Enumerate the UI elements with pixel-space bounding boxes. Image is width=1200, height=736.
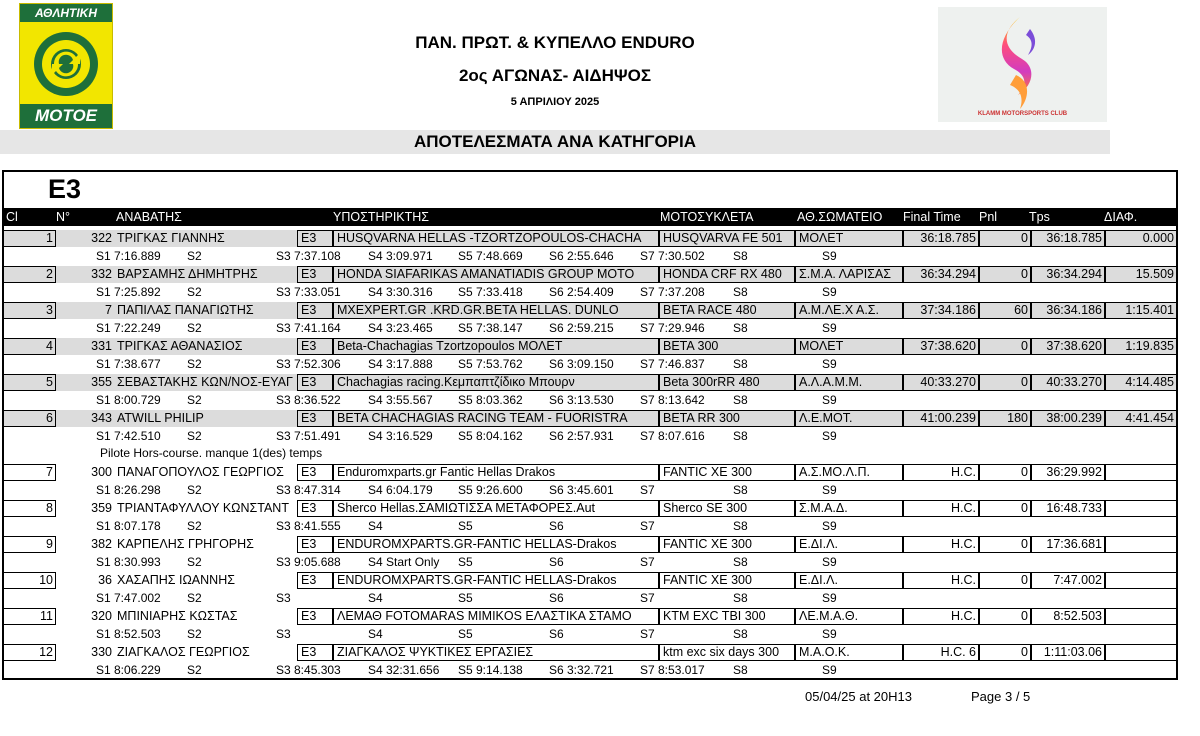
col-header-diff: ΔΙΑΦ. xyxy=(1104,210,1138,224)
cell-tps: 17:36.681 xyxy=(1031,536,1105,553)
split-time: S6 3:45.601 xyxy=(549,483,614,497)
cell-penalty: 60 xyxy=(979,302,1031,319)
cell-bike: Beta 300rRR 480 xyxy=(659,374,795,391)
cell-club: Σ.Μ.Α. ΛΑΡΙΣΑΣ xyxy=(795,266,903,283)
cell-class: 1 xyxy=(3,230,56,247)
split-time: S8 xyxy=(733,357,748,371)
split-time: S3 8:47.314 xyxy=(276,483,341,497)
split-times-row xyxy=(3,248,1177,266)
cell-final-time: 37:38.620 xyxy=(903,338,979,355)
split-times-row xyxy=(3,518,1177,536)
cell-class: 11 xyxy=(3,608,56,625)
cell-final-time: H.C. xyxy=(903,500,979,517)
cell-rider: ΧΑΣΑΠΗΣ ΙΩΑΝΝΗΣ xyxy=(117,573,235,587)
split-time: S8 xyxy=(733,393,748,407)
split-times-row xyxy=(3,662,1177,680)
split-time: S3 8:41.555 xyxy=(276,519,341,533)
split-time: S8 xyxy=(733,663,748,677)
split-time: S7 7:29.946 xyxy=(640,321,705,335)
split-time: S7 xyxy=(640,555,655,569)
col-header-penalty: Pnl xyxy=(979,210,998,224)
cell-number: 330 xyxy=(91,645,112,659)
col-header-tps: Tps xyxy=(1029,210,1050,224)
split-time: S3 7:41.164 xyxy=(276,321,341,335)
split-time: S2 xyxy=(187,519,202,533)
cell-penalty: 0 xyxy=(979,338,1031,355)
col-header-cl: Cl xyxy=(6,210,18,224)
event-title: ΠΑΝ. ΠΡΩΤ. & ΚΥΠΕΛΛΟ ENDURO xyxy=(415,33,695,52)
cell-number: 322 xyxy=(91,231,112,245)
split-time: S3 7:37.108 xyxy=(276,249,341,263)
split-time: S2 xyxy=(187,627,202,641)
cell-number: 36 xyxy=(98,573,112,587)
split-times-row xyxy=(3,554,1177,572)
split-time: S9 xyxy=(822,663,837,677)
split-time: S7 7:30.502 xyxy=(640,249,705,263)
cell-sponsor: BETA CHACHAGIAS RACING TEAM - FUORISTRA xyxy=(333,410,659,427)
cell-bike: HUSQVARVA FE 501 xyxy=(659,230,795,247)
cell-penalty: 0 xyxy=(979,572,1031,589)
cell-class: 9 xyxy=(3,536,56,553)
cell-class: 6 xyxy=(3,410,56,427)
cell-bike: FANTIC XE 300 xyxy=(659,536,795,553)
section-banner xyxy=(0,130,1110,154)
split-time: S4 3:09.971 xyxy=(368,249,433,263)
split-time: S7 8:53.017 xyxy=(640,663,705,677)
split-time: S5 xyxy=(458,627,473,641)
split-time: S6 2:59.215 xyxy=(549,321,614,335)
split-time: S9 xyxy=(822,519,837,533)
cell-diff xyxy=(1105,572,1177,589)
col-header-no: N° xyxy=(56,210,71,224)
cell-penalty: 0 xyxy=(979,500,1031,517)
cell-category: E3 xyxy=(297,374,333,391)
cell-class: 10 xyxy=(3,572,56,589)
col-header-rider: ΑΝΑΒΑΤΗΣ xyxy=(116,210,182,224)
split-time: S1 7:25.892 xyxy=(96,285,161,299)
cell-category: E3 xyxy=(297,572,333,589)
cell-rider: ΤΡΙΑΝΤΑΦΥΛΛΟΥ ΚΩΝΣΤΑΝΤ xyxy=(117,501,289,515)
split-time: S5 xyxy=(458,591,473,605)
cell-sponsor: ΛΕΜΑΘ FOTOMARAS MIMIKOS ΕΛΑΣΤΙΚΑ ΣΤΑΜΟ xyxy=(333,608,659,625)
split-time: S2 xyxy=(187,321,202,335)
cell-number: 355 xyxy=(91,375,112,389)
cell-sponsor: HUSQVARNA HELLAS -TZORTZOPOULOS-CHACHA xyxy=(333,230,659,247)
cell-tps: 36:34.186 xyxy=(1031,302,1105,319)
split-time: S8 xyxy=(733,429,748,443)
cell-sponsor: ENDUROMXPARTS.GR-FANTIC HELLAS-Drakos xyxy=(333,572,659,589)
club-logo-caption: KLAMM MOTORSPORTS CLUB xyxy=(977,111,1068,117)
cell-penalty: 0 xyxy=(979,266,1031,283)
cell-penalty: 0 xyxy=(979,608,1031,625)
cell-penalty: 0 xyxy=(979,644,1031,661)
event-subtitle: 2ος ΑΓΩΝΑΣ- ΑΙΔΗΨΟΣ xyxy=(458,66,652,85)
cell-number: 332 xyxy=(91,267,112,281)
cell-tps: 16:48.733 xyxy=(1031,500,1105,517)
split-time: S5 xyxy=(458,519,473,533)
split-time: S3 8:36.522 xyxy=(276,393,341,407)
cell-club: Α.Σ.ΜΟ.Λ.Π. xyxy=(795,464,903,481)
col-header-sponsor: ΥΠΟΣΤΗΡΙΚΤΗΣ xyxy=(333,210,430,224)
cell-diff: 4:14.485 xyxy=(1105,374,1177,391)
cell-tps: 7:47.002 xyxy=(1031,572,1105,589)
cell-club: Λ.Ε.ΜΟΤ. xyxy=(795,410,903,427)
cell-number: 331 xyxy=(91,339,112,353)
cell-penalty: 180 xyxy=(979,410,1031,427)
split-time: S1 7:42.510 xyxy=(96,429,161,443)
cell-number: 300 xyxy=(91,465,112,479)
cell-tps: 37:38.620 xyxy=(1031,338,1105,355)
result-row xyxy=(3,500,1177,517)
split-time: S8 xyxy=(733,627,748,641)
split-time: S4 xyxy=(368,627,383,641)
split-time: S3 7:33.051 xyxy=(276,285,341,299)
cell-final-time: 37:34.186 xyxy=(903,302,979,319)
cell-club: ΜΟΛΕΤ xyxy=(795,230,903,247)
split-time: S1 8:06.229 xyxy=(96,663,161,677)
col-header-final-time: Final Time xyxy=(903,210,961,224)
split-time: S8 xyxy=(733,555,748,569)
cell-category: E3 xyxy=(297,338,333,355)
split-time: S4 3:55.567 xyxy=(368,393,433,407)
split-time: S9 xyxy=(822,393,837,407)
split-time: S9 xyxy=(822,627,837,641)
cell-bike: FANTIC XE 300 xyxy=(659,572,795,589)
cell-class: 12 xyxy=(3,644,56,661)
cell-sponsor: Chachagias racing.Κεμπαπτζίδικο Μπουρν xyxy=(333,374,659,391)
cell-number: 343 xyxy=(91,411,112,425)
result-row xyxy=(3,572,1177,589)
split-times-row xyxy=(3,626,1177,644)
cell-category: E3 xyxy=(297,266,333,283)
split-times-row xyxy=(3,428,1177,446)
split-time: S1 8:52.503 xyxy=(96,627,161,641)
cell-rider: ΤΡΙΓΚΑΣ ΑΘΑΝΑΣΙΟΣ xyxy=(117,339,243,353)
cell-diff: 4:41.454 xyxy=(1105,410,1177,427)
split-time: S7 xyxy=(640,519,655,533)
split-time: S1 8:00.729 xyxy=(96,393,161,407)
cell-rider: ATWILL PHILIP xyxy=(117,411,204,425)
cell-bike: HONDA CRF RX 480 xyxy=(659,266,795,283)
cell-final-time: H.C. xyxy=(903,536,979,553)
cell-diff: 15.509 xyxy=(1105,266,1177,283)
result-row xyxy=(3,608,1177,625)
split-time: S8 xyxy=(733,249,748,263)
split-time: S7 8:13.642 xyxy=(640,393,705,407)
cell-tps: 8:52.503 xyxy=(1031,608,1105,625)
table-header xyxy=(2,208,1178,226)
split-time: S5 7:38.147 xyxy=(458,321,523,335)
split-time: S3 7:51.491 xyxy=(276,429,341,443)
rider-note: Pilote Hors-course. manque 1(des) temps xyxy=(100,446,323,460)
split-time: S6 2:57.931 xyxy=(549,429,614,443)
split-time: S4 3:16.529 xyxy=(368,429,433,443)
cell-final-time: H.C. xyxy=(903,464,979,481)
cell-class: 5 xyxy=(3,374,56,391)
result-row xyxy=(3,410,1177,427)
split-time: S1 8:07.178 xyxy=(96,519,161,533)
split-time: S3 9:05.688 xyxy=(276,555,341,569)
split-time: S9 xyxy=(822,429,837,443)
cell-class: 4 xyxy=(3,338,56,355)
split-time: S6 3:09.150 xyxy=(549,357,614,371)
cell-number: 382 xyxy=(91,537,112,551)
split-time: S2 xyxy=(187,285,202,299)
cell-class: 2 xyxy=(3,266,56,283)
cell-final-time: H.C. xyxy=(903,572,979,589)
split-time: S5 9:14.138 xyxy=(458,663,523,677)
split-time: S2 xyxy=(187,429,202,443)
cell-bike: Sherco SE 300 xyxy=(659,500,795,517)
split-time: S5 9:26.600 xyxy=(458,483,523,497)
cell-rider: ΖΙΑΓΚΑΛΟΣ ΓΕΩΡΓΙΟΣ xyxy=(117,645,250,659)
cell-category: E3 xyxy=(297,230,333,247)
col-header-club: ΑΘ.ΣΩΜΑΤΕΙΟ xyxy=(797,210,883,224)
cell-tps: 1:11:03.06 xyxy=(1031,644,1105,661)
cell-diff xyxy=(1105,644,1177,661)
split-time: S8 xyxy=(733,483,748,497)
cell-club: Ε.ΔΙ.Λ. xyxy=(795,572,903,589)
split-time: S4 xyxy=(368,519,383,533)
split-time: S2 xyxy=(187,483,202,497)
cell-class: 8 xyxy=(3,500,56,517)
cell-penalty: 0 xyxy=(979,464,1031,481)
split-time: S9 xyxy=(822,249,837,263)
split-time: S1 7:22.249 xyxy=(96,321,161,335)
split-time: S3 xyxy=(276,591,291,605)
cell-bike: FANTIC XE 300 xyxy=(659,464,795,481)
split-times-row xyxy=(3,320,1177,338)
cell-rider: ΒΑΡΣΑΜΗΣ ΔΗΜΗΤΡΗΣ xyxy=(117,267,258,281)
cell-final-time: H.C. xyxy=(903,608,979,625)
split-time: S1 7:47.002 xyxy=(96,591,161,605)
split-time: S6 3:13.530 xyxy=(549,393,614,407)
cell-penalty: 0 xyxy=(979,230,1031,247)
result-row xyxy=(3,230,1177,247)
cell-tps: 36:34.294 xyxy=(1031,266,1105,283)
split-time: S8 xyxy=(733,519,748,533)
split-time: S9 xyxy=(822,555,837,569)
cell-sponsor: Beta-Chachagias Tzortzopoulos ΜΟΛΕΤ xyxy=(333,338,659,355)
split-times-row xyxy=(3,356,1177,374)
split-times-row xyxy=(3,284,1177,302)
split-time: S6 2:55.646 xyxy=(549,249,614,263)
split-time: S7 7:37.208 xyxy=(640,285,705,299)
split-time: S7 xyxy=(640,483,655,497)
split-time: S6 2:54.409 xyxy=(549,285,614,299)
logo-bottom-text: ΜΟΤΟΕ xyxy=(20,104,112,128)
split-time: S5 8:04.162 xyxy=(458,429,523,443)
cell-sponsor: Enduromxparts.gr Fantic Hellas Drakos xyxy=(333,464,659,481)
split-time: S4 32:31.656 xyxy=(368,663,440,677)
cell-penalty: 0 xyxy=(979,536,1031,553)
split-time: S2 xyxy=(187,663,202,677)
cell-number: 7 xyxy=(105,303,112,317)
cell-club: ΛΕ.Μ.Α.Θ. xyxy=(795,608,903,625)
cell-diff xyxy=(1105,500,1177,517)
split-time: S2 xyxy=(187,249,202,263)
cell-rider: ΣΕΒΑΣΤΑΚΗΣ ΚΩΝ/ΝΟΣ-ΕΥΑΓ xyxy=(117,375,293,389)
cell-sponsor: MXEXPERT.GR .KRD.GR.BETA HELLAS. DUNLO xyxy=(333,302,659,319)
result-row xyxy=(3,374,1177,391)
result-row xyxy=(3,536,1177,553)
cell-diff xyxy=(1105,536,1177,553)
split-time: S3 8:45.303 xyxy=(276,663,341,677)
split-time: S7 7:46.837 xyxy=(640,357,705,371)
cell-final-time: 40:33.270 xyxy=(903,374,979,391)
split-time: S2 xyxy=(187,393,202,407)
split-time: S4 3:17.888 xyxy=(368,357,433,371)
cell-sponsor: ΖΙΑΓΚΑΛΟΣ ΨΥΚΤΙΚΕΣ ΕΡΓΑΣΙΕΣ xyxy=(333,644,659,661)
result-row xyxy=(3,464,1177,481)
split-time: S8 xyxy=(733,285,748,299)
split-time: S9 xyxy=(822,321,837,335)
category-title: E3 xyxy=(48,174,82,204)
split-time: S5 8:03.362 xyxy=(458,393,523,407)
split-time: S3 7:52.306 xyxy=(276,357,341,371)
cell-rider: ΚΑΡΠΕΛΗΣ ΓΡΗΓΟΡΗΣ xyxy=(117,537,254,551)
print-timestamp: 05/04/25 at 20H13 xyxy=(805,689,912,704)
split-time: S7 xyxy=(640,591,655,605)
split-time: S5 7:48.669 xyxy=(458,249,523,263)
split-time: S6 xyxy=(549,591,564,605)
cell-category: E3 xyxy=(297,500,333,517)
col-header-bike: ΜΟΤΟΣΥΚΛΕΤΑ xyxy=(660,210,754,224)
cell-category: E3 xyxy=(297,410,333,427)
split-time: S4 3:30.316 xyxy=(368,285,433,299)
cell-rider: ΠΑΠΙΛΑΣ ΠΑΝΑΓΙΩΤΗΣ xyxy=(117,303,254,317)
split-time: S9 xyxy=(822,591,837,605)
split-time: S5 7:33.418 xyxy=(458,285,523,299)
split-times-row xyxy=(3,392,1177,410)
cell-tps: 36:18.785 xyxy=(1031,230,1105,247)
cell-club: Ε.ΔΙ.Λ. xyxy=(795,536,903,553)
cell-rider: ΤΡΙΓΚΑΣ ΓΙΑΝΝΗΣ xyxy=(117,231,225,245)
logo-top-text: ΑΘΛΗΤΙΚΗ xyxy=(20,4,112,22)
page-number: Page 3 / 5 xyxy=(971,689,1031,704)
cell-rider: ΜΠΙΝΙΑΡΗΣ ΚΩΣΤΑΣ xyxy=(117,609,238,623)
split-time: S4 6:04.179 xyxy=(368,483,433,497)
event-date: 5 ΑΠΡΙΛΙΟΥ 2025 xyxy=(510,96,600,108)
cell-tps: 40:33.270 xyxy=(1031,374,1105,391)
cell-penalty: 0 xyxy=(979,374,1031,391)
cell-tps: 38:00.239 xyxy=(1031,410,1105,427)
cell-club: Μ.Α.Ο.Κ. xyxy=(795,644,903,661)
cell-club: Σ.Μ.Α.Δ. xyxy=(795,500,903,517)
split-time: S1 7:16.889 xyxy=(96,249,161,263)
cell-diff: 1:15.401 xyxy=(1105,302,1177,319)
cell-number: 320 xyxy=(91,609,112,623)
cell-sponsor: Sherco Hellas.ΣΑΜΙΩΤΙΣΣΑ ΜΕΤΑΦΟΡΕΣ.Aut xyxy=(333,500,659,517)
result-row xyxy=(3,338,1177,355)
split-time: S8 xyxy=(733,321,748,335)
cell-category: E3 xyxy=(297,302,333,319)
split-time: S9 xyxy=(822,483,837,497)
result-row xyxy=(3,644,1177,661)
split-time: S2 xyxy=(187,357,202,371)
cell-class: 3 xyxy=(3,302,56,319)
split-time: S9 xyxy=(822,357,837,371)
split-time: S7 8:07.616 xyxy=(640,429,705,443)
cell-number: 359 xyxy=(91,501,112,515)
result-row xyxy=(3,302,1177,319)
cell-category: E3 xyxy=(297,464,333,481)
cell-bike: BETA RR 300 xyxy=(659,410,795,427)
cell-final-time: 36:34.294 xyxy=(903,266,979,283)
split-time: S6 3:32.721 xyxy=(549,663,614,677)
cell-club: Α.Λ.Α.Μ.Μ. xyxy=(795,374,903,391)
split-time: S2 xyxy=(187,555,202,569)
split-time: S6 xyxy=(549,627,564,641)
cell-bike: KTM EXC TBI 300 xyxy=(659,608,795,625)
split-time: S5 7:53.762 xyxy=(458,357,523,371)
split-time: S2 xyxy=(187,591,202,605)
split-time: S7 xyxy=(640,627,655,641)
cell-bike: BETA 300 xyxy=(659,338,795,355)
split-time: S5 xyxy=(458,555,473,569)
cell-diff xyxy=(1105,464,1177,481)
cell-sponsor: HONDA SIAFARIKAS AMANATIADIS GROUP MOTO xyxy=(333,266,659,283)
cell-diff: 0.000 xyxy=(1105,230,1177,247)
section-title: ΑΠΟΤΕΛΕΣΜΑΤΑ ΑΝΑ ΚΑΤΗΓΟΡΙΑ xyxy=(413,132,697,151)
split-times-row xyxy=(3,590,1177,608)
cell-rider: ΠΑΝΑΓΟΠΟΥΛΟΣ ΓΕΩΡΓΙΟΣ xyxy=(117,465,284,479)
cell-diff: 1:19.835 xyxy=(1105,338,1177,355)
cell-final-time: H.C. 6 xyxy=(903,644,979,661)
split-time: S4 xyxy=(368,591,383,605)
cell-sponsor: ENDUROMXPARTS.GR-FANTIC HELLAS-Drakos xyxy=(333,536,659,553)
split-time: S4 3:23.465 xyxy=(368,321,433,335)
split-time: S6 xyxy=(549,555,564,569)
split-time: S1 7:38.677 xyxy=(96,357,161,371)
split-time: S3 xyxy=(276,627,291,641)
split-time: S8 xyxy=(733,591,748,605)
split-time: S1 8:30.993 xyxy=(96,555,161,569)
cell-tps: 36:29.992 xyxy=(1031,464,1105,481)
split-time: S6 xyxy=(549,519,564,533)
cell-bike: BETA RACE 480 xyxy=(659,302,795,319)
split-time: S4 Start Only xyxy=(368,555,440,569)
cell-category: E3 xyxy=(297,536,333,553)
cell-category: E3 xyxy=(297,644,333,661)
split-time: S9 xyxy=(822,285,837,299)
split-times-row xyxy=(3,482,1177,500)
cell-final-time: 41:00.239 xyxy=(903,410,979,427)
result-row xyxy=(3,266,1177,283)
cell-club: Α.Μ.ΛΕ.Χ Α.Σ. xyxy=(795,302,903,319)
cell-category: E3 xyxy=(297,608,333,625)
cell-final-time: 36:18.785 xyxy=(903,230,979,247)
split-time: S1 8:26.298 xyxy=(96,483,161,497)
cell-diff xyxy=(1105,608,1177,625)
cell-class: 7 xyxy=(3,464,56,481)
cell-bike: ktm exc six days 300 xyxy=(659,644,795,661)
cell-club: ΜΟΛΕΤ xyxy=(795,338,903,355)
